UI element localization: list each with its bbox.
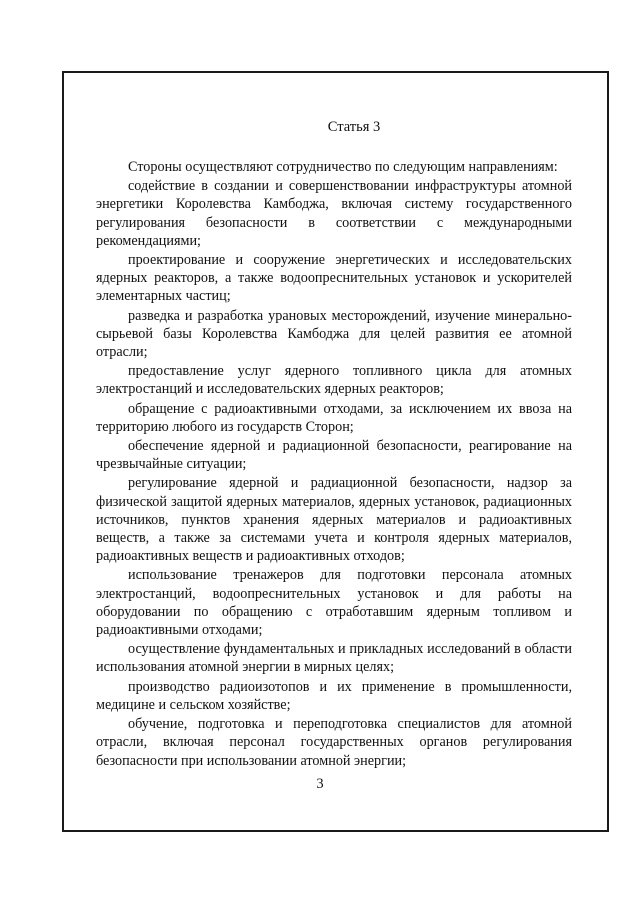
paragraph-infrastructure: содействие в создании и совершенствовании инфраструктуры атомной энергетики Королевства Камбоджа, включая систему государственного регулирования безопасности в соответствии с международными рекомендациями; <box>96 178 572 249</box>
paragraph-intro: Стороны осуществляют сотрудничество по следующим направлениям: <box>128 159 558 175</box>
page-number: 3 <box>316 776 324 792</box>
paragraph-radioactive-waste: обращение с радиоактивными отходами, за исключением их ввоза на территорию любого из государств Сторон; <box>96 400 572 435</box>
paragraph-simulators: использование тренажеров для подготовки персонала атомных электростанций, водоопреснительных установок и для работы на оборудовании по обращению с отработавшим ядерным топливом и радиоактивными отходами; <box>96 567 572 639</box>
paragraph-regulation: регулирование ядерной и радиационной безопасности, надзор за физической защитой ядерных материалов, ядерных установок, радиационных источников, пунктов хранения ядерных материалов и радиоактивных веществ, а также за системами учета и контроля ядерных материалов, радиоактивных веществ и радиоактивных отходов; <box>96 475 572 565</box>
article-heading: Статья 3 <box>327 119 381 135</box>
paragraph-safety: обеспечение ядерной и радиационной безопасности, реагирование на чрезвычайные ситуации; <box>96 438 572 473</box>
paragraph-research: осуществление фундаментальных и прикладных исследований в области использования атомной энергии в мирных целях; <box>96 641 572 676</box>
paragraph-fuel-cycle: предоставление услуг ядерного топливного цикла для атомных электростанций и исследовательских ядерных реакторов; <box>96 363 572 398</box>
paragraph-radioisotopes: производство радиоизотопов и их применение в промышленности, медицине и сельском хозяйстве; <box>96 678 572 713</box>
paragraph-training: обучение, подготовка и переподготовка специалистов для атомной отрасли, включая персонал государственных органов регулирования безопасности при использовании атомной энергии; <box>96 716 572 769</box>
document-body <box>96 118 572 771</box>
paragraph-reactor-design: проектирование и сооружение энергетических и исследовательских ядерных реакторов, а также водоопреснительных установок и ускорителей элементарных частиц; <box>96 252 572 305</box>
paragraph-uranium-exploration: разведка и разработка урановых месторождений, изучение минерально-сырьевой базы Королевства Камбоджа для целей развития ее атомной отрасли; <box>96 307 572 361</box>
